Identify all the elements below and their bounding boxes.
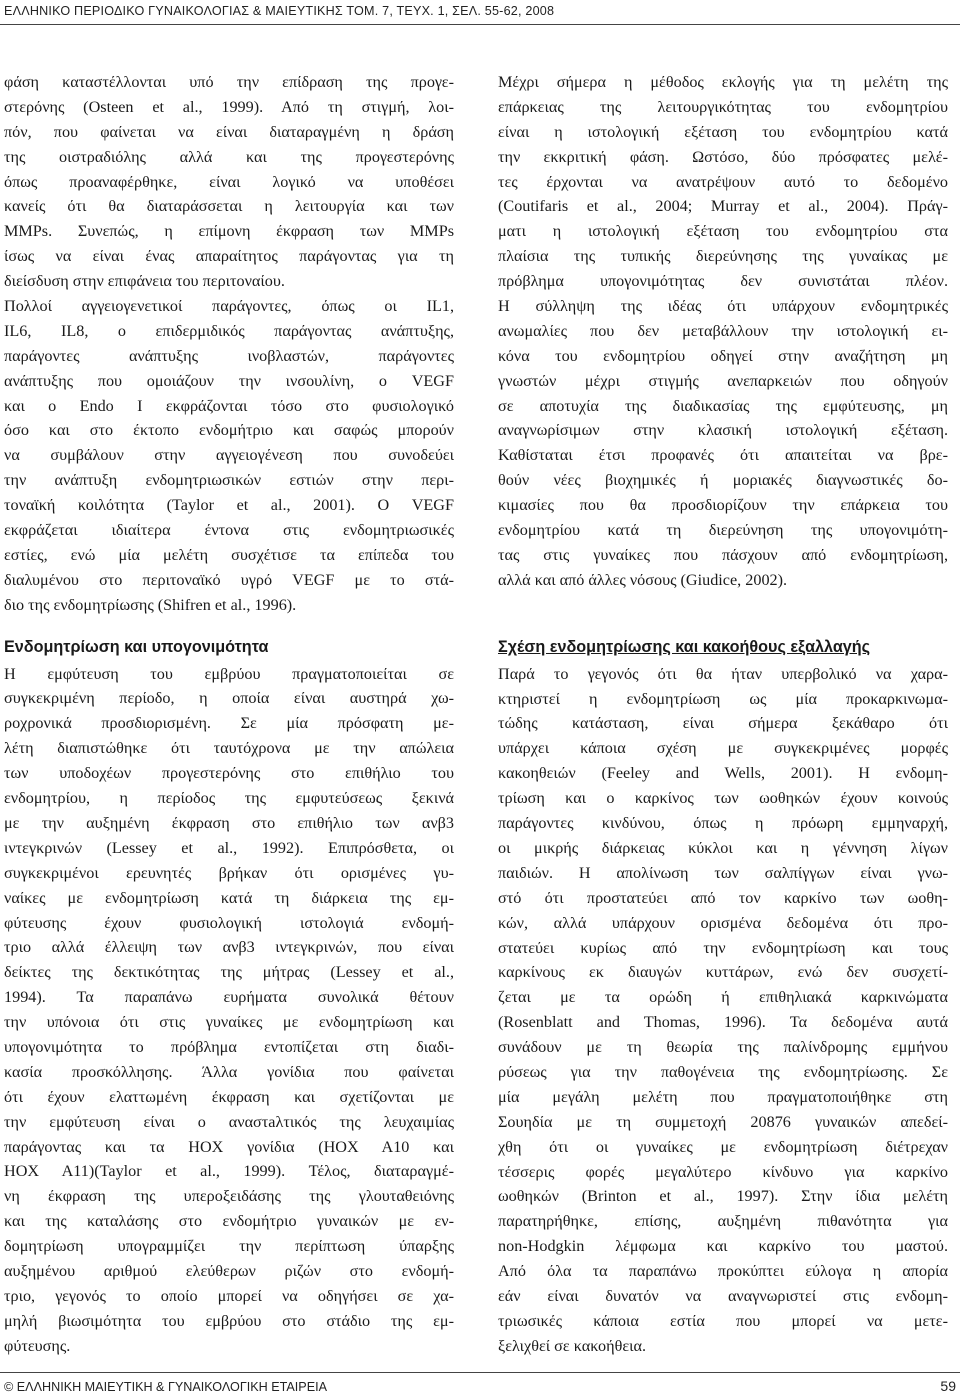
text-line: εστίες, ενώ μία μελέτη συσχέτισε τα επίπεδα του: [4, 545, 454, 564]
text-line: ματι η ιστολογική εξέταση του ενδομητρίου στα: [498, 222, 948, 241]
text-line: και της καταλάσης στο ενδομήτριο γυναικών με εν-: [4, 1212, 454, 1231]
text-line: φύτευσης έχουν φυσιολογική ιστολογιά ενδομή-: [4, 913, 454, 932]
text-line: νη έκφραση της υπεροξειδάσης της γλουταθειόνης: [4, 1187, 454, 1206]
text-line: εάν είναι δυνατόν να αναγνωριστεί στις ενδομη-: [498, 1286, 948, 1305]
text-line: τέσσερις φορές μεγαλύτερο κίνδυνο για καρκίνο: [498, 1162, 948, 1181]
text-line: χθη ότι οι γυναίκες με ενδομητρίωση διέτρεχαν: [498, 1137, 948, 1156]
text-line: ρύσεως για την παθογένεια της ενδομητρίωσης. Σε: [498, 1062, 948, 1081]
text-line: αυξημένου αριθμού ελεύθερων ριζών στο ενδομή-: [4, 1261, 454, 1280]
text-line: ζεται με τα ορώδη ή επιθηλιακά καρκινώματα: [498, 988, 948, 1007]
text-line: αναγνωρίσιμων στην κλασική ιστολογική εξέταση.: [498, 421, 948, 440]
text-line: είναι η ιστολογική εξέταση του ενδομητρίου κατά: [498, 122, 948, 141]
paragraph: [498, 70, 948, 593]
text-line: κακοηθειών (Feeley and Wells, 2001). Η ενδομη-: [498, 764, 948, 783]
text-line: επάρκειας της λειτουργικότητας του ενδομητρίου: [498, 97, 948, 116]
text-line: τας στις γυναίκες που πάσχουν από ενδομητρίωση,: [498, 545, 948, 564]
text-line: ανάπτυξης που ομοιάζουν την ινσουλίνη, ο VEGF: [4, 371, 454, 390]
text-line: την ανάπτυξη ενδομητριωσικών εστιών στην περι-: [4, 471, 454, 490]
text-line: MMPs. Συνεπώς, η επίμονη έκφραση των MMPs: [4, 222, 454, 241]
text-line: συνάδουν με τη θεωρία της παλίνδρομης εμμήνου: [498, 1038, 948, 1057]
text-line: και ο Endo I εκφράζονται τόσο στο φυσιολογικό: [4, 396, 454, 415]
text-line: μία μεγάλη μελέτη που πραγματοποιήθηκε στη: [498, 1087, 948, 1106]
text-line: ότι έχουν ελαττωμένη έκφραση και σχετίζονται με: [4, 1087, 454, 1106]
text-line: να συμβάλουν στην αγγειογένεση που συνοδεύει: [4, 446, 454, 465]
text-line: τες έρχονται να ανατρέψουν αυτό το δεδομένο: [498, 172, 948, 191]
text-line: παράγοντας και τα HOX γονίδια (HOX A10 και: [4, 1137, 454, 1156]
section-heading: [498, 632, 948, 662]
text-line: τοναϊκή κοιλότητα (Taylor et al., 2001). Ο VEGF: [4, 496, 454, 515]
text-line: πρόβλημα υπογονιμότητας δεν συνιστάται πλέον.: [498, 272, 948, 291]
text-line: γνωστών μέχρι στιγμής ανεπαρκειών που οδηγούν: [498, 371, 948, 390]
text-line: κτηριστεί η ενδομητρίωση ως μία προκαρκινωμα-: [498, 689, 948, 708]
text-line: όσο και στο έκτοπο ενδομήτριο και σαφώς μπορούν: [4, 421, 454, 440]
section-heading: Ενδομητρίωση και υπογονιμότητα: [4, 637, 269, 656]
text-line: τριο, γεγονός το οποίο μπορεί να οδηγήσει σε χα-: [4, 1286, 454, 1305]
footer-rule: [0, 1372, 960, 1373]
text-line: λέτη διαπιστώθηκε ότι ταυτόχρονα με την απώλεια: [4, 739, 454, 758]
text-line: την εκκριτική φάση. Ωστόσο, δύο πρόσφατες μελέ-: [498, 147, 948, 166]
text-line: όπως προαναφέρθηκε, είναι λογικό να υποθέσει: [4, 172, 454, 191]
paragraph: [4, 662, 454, 1359]
text-line: διο της ενδομητρίωσης (Shifren et al., 1996).: [4, 595, 297, 614]
text-line: συγκεκριμένη περίοδο, η οποία είναι αυστηρά χω-: [4, 689, 454, 708]
text-line: Παρά το γεγονός ότι θα ήταν υπερβολικό να χαρα-: [498, 664, 948, 683]
text-line: παράγοντες ανάπτυξης ινοβλαστών, παράγοντες: [4, 346, 454, 365]
text-line: ροχρονικά προσδιορισμένη. Σε μία πρόσφατη με-: [4, 714, 454, 733]
text-line: Πολλοί αγγειογενετικοί παράγοντες, όπως οι IL1,: [4, 297, 454, 316]
text-line: τώδης κατάσταση, είναι σήμερα ξεκάθαρο ότι: [498, 714, 948, 733]
paragraph: [498, 662, 948, 1359]
text-line: αλλά και από άλλες νόσους (Giudice, 2002).: [498, 570, 788, 589]
text-line: Η εμφύτευση του εμβρύου πραγματοποιείται σε: [4, 664, 454, 683]
paragraph: [4, 294, 454, 618]
text-line: Μέχρι σήμερα η μέθοδος εκλογής για τη μελέτη της: [498, 73, 948, 91]
text-line: δομητρίωση υπογραμμίζει την περίπτωση ύπαρξης: [4, 1237, 454, 1256]
text-line: Από όλα τα παραπάνω προκύπτει εύλογα η απορία: [498, 1262, 948, 1281]
text-line: κόνα του ενδομητρίου οδηγεί στην αναζήτηση μη: [498, 346, 948, 365]
text-line: ενδομητρίου, η περίοδος της εμφυτεύσεως ξεκινά: [4, 789, 454, 808]
text-line: ωοθηκών (Brinton et al., 1997). Στην ίδια μελέτη: [498, 1187, 948, 1206]
page-number: 59: [940, 1378, 956, 1394]
text-line: Καθίσταται έτσι προφανές ότι απαιτείται να βρε-: [498, 446, 948, 465]
text-line: πόν, που φαίνεται να είναι διαταραγμένη η δράση: [4, 122, 454, 141]
text-line: στερόνης (Osteen et al., 1999). Από τη στιγμή, λοι-: [4, 97, 454, 116]
text-line: ανωμαλίες που δεν μεταβάλλουν την ιστολογική ει-: [498, 321, 948, 340]
text-line: πλαίσια της τυπικής διερεύνησης της γυναίκας με: [498, 247, 948, 266]
text-line: non-Hodgkin λέμφωμα και καρκίνο του μαστού.: [498, 1237, 948, 1256]
text-line: ενδομητρίου κατά τη διερεύνηση της υπογονιμότη-: [498, 521, 948, 540]
text-line: ναίκες με ενδομητρίωση κατά τη διάρκεια της εμ-: [4, 888, 454, 907]
text-line: φάση καταστέλλονται υπό την επίδραση της προγε-: [4, 73, 454, 91]
text-line: τρίωση και ο καρκίνος των ωοθηκών έχουν κοινούς: [498, 789, 948, 808]
header-rule: [0, 24, 960, 25]
text-line: υπάρχει κάποια σχέση με συγκεκριμένες μορφές: [498, 739, 948, 758]
text-line: στό ότι προστατεύει από τον καρκίνο των ωοθη-: [498, 888, 948, 907]
text-line: υπογονιμότητα το πρόβλημα εντοπίζεται στη διαδι-: [4, 1037, 454, 1056]
text-line: κιμασίες που θα προσδιορίζουν την επάρκεια του: [498, 496, 948, 515]
text-line: ιντεγκρινών (Lessey et al., 1992). Επιπρόσθετα, οι: [4, 838, 454, 857]
text-line: παρατηρήθηκε, επίσης, αυξημένη πιθανότητα για: [498, 1212, 948, 1231]
text-line: παράγοντες κινδύνου, όπως η πρόωρη εμμηναρχή,: [498, 814, 948, 833]
section-heading-text: Σχέση ενδομητρίωσης και κακοήθους εξαλλαγής: [498, 637, 871, 656]
text-line: φύτευσης.: [4, 1336, 71, 1355]
text-line: (Coutifaris et al., 2004; Murray et al., 2004). Πράγ-: [498, 197, 948, 216]
text-line: διείσδυση στην επιφάνεια του περιτοναίου.: [4, 272, 285, 291]
text-line: θούν νέες βιοχημικές ή μοριακές διαγνωστικές δο-: [498, 471, 948, 490]
text-line: IL6, IL8, ο επιδερμιδικός παράγοντας ανάπτυξης,: [4, 321, 454, 340]
running-header: ΕΛΛΗΝΙΚΟ ΠΕΡΙΟΔΙΚΟ ΓΥΝΑΙΚΟΛΟΓΙΑΣ & ΜΑΙΕΥΤΙΚΗΣ ΤΟΜ. 7, ΤΕΥΧ. 1, ΣΕΛ. 55-62, 2008: [4, 4, 555, 18]
text-line: δείκτες της δεκτικότητας της μήτρας (Lessey et al.,: [4, 963, 454, 982]
text-line: κών, αλλά υπάρχουν ορισμένα δεδομένα ότι προ-: [498, 913, 948, 932]
text-line: τριο αλλά έλλειψη των ανβ3 ιντεγκρινών, που είναι: [4, 938, 454, 957]
text-line: (Rosenblatt and Thomas, 1996). Τα δεδομένα αυτά: [498, 1013, 948, 1032]
text-line: της οιστραδιόλης αλλά και της προγεστερόνης: [4, 147, 454, 166]
paragraph: [4, 70, 454, 294]
text-line: ίσως να είναι ένας απαραίτητος παράγοντας για τη: [4, 247, 454, 266]
right-column: [498, 70, 948, 1359]
text-line: οι μικρής διάρκειας κύκλοι και η γέννηση λίγων: [498, 838, 948, 857]
text-line: Σουηδία με τη συμμετοχή 20876 γυναικών απεδεί-: [498, 1112, 948, 1131]
section-gap: [4, 618, 454, 632]
footer-society: © ΕΛΛΗΝΙΚΗ ΜΑΙΕΥΤΙΚΗ & ΓΥΝΑΙΚΟΛΟΓΙΚΗ ΕΤΑΙΡΕΙΑ: [4, 1380, 327, 1394]
text-line: μηλή βιωσιμότητα του εμβρύου στο στάδιο της εμ-: [4, 1311, 454, 1330]
text-line: κασία προσκόλλησης. Άλλα γονίδια που φαίνεται: [4, 1062, 454, 1081]
section-gap: [498, 593, 948, 632]
text-line: συγκεκριμένοι ερευνητές βρήκαν ότι ορισμένες γυ-: [4, 863, 454, 882]
text-line: την εμφύτευση είναι ο αναστaλτικός της λευχαιμίας: [4, 1112, 454, 1131]
text-line: καρκίνους εκ διαυγών κυττάρων, ενώ δεν συσχετί-: [498, 963, 948, 982]
left-column: [4, 70, 454, 1359]
text-line: HOX A11)(Taylor et al., 1999). Τέλος, διαταραγμέ-: [4, 1162, 454, 1181]
text-line: την υπόνοια ότι στις γυναίκες με ενδομητρίωση και: [4, 1013, 454, 1032]
text-line: στατεύει κυρίως από την ενδομητρίωση και τους: [498, 938, 948, 957]
text-line: εκφράζεται ιδιαίτερα έντονα στις ενδομητριωσικές: [4, 521, 454, 540]
text-line: σε αποτυχία της διαδικασίας της εμφύτευσης, μη: [498, 396, 948, 415]
text-line: διαλυμένου στο περιτοναϊκό υγρό VEGF με το στά-: [4, 570, 454, 589]
text-line: 1994). Τα παραπάνω ευρήματα συνολικά θέτουν: [4, 988, 454, 1007]
text-line: των υποδοχέων προγεστερόνης στο επιθήλιο του: [4, 764, 454, 783]
text-line: κανείς ότι θα διαταράσσεται η λειτουργία και των: [4, 197, 454, 216]
text-line: παιδιών. Η απολίνωση των σαλπίγγων είναι γνω-: [498, 863, 948, 882]
text-line: τριωσικές κάποια εστία που μπορεί να μετε-: [498, 1311, 948, 1330]
text-line: Η σύλληψη της ιδέας ότι υπάρχουν ενδομητρικές: [498, 297, 948, 316]
text-line: ξελιχθεί σε κακοήθεια.: [498, 1336, 647, 1355]
text-line: με την αυξημένη έκφραση στο επιθήλιο των ανβ3: [4, 813, 454, 832]
